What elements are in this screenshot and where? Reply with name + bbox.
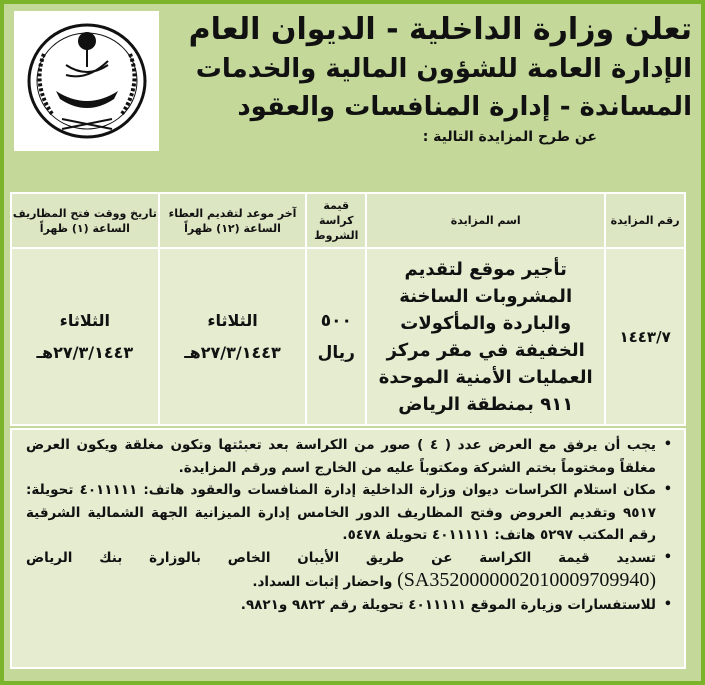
auction-name: تأجير موقع لتقديم المشروبات الساخنة والباردة والمأكولات الخفيفة في مقر مركز العمليات الأمنية الموحدة ٩١١ بمنطقة الرياض — [366, 248, 605, 425]
submission-deadline — [159, 248, 307, 425]
note-text: مكان استلام الكراسات ديوان وزارة الداخلية إدارة المنافسات والعقود هاتف: ٤٠١١١١١ تحويلة: ٩٥١٧ وتقديم العروض وفتح المظاريف الدور الخامس إدارة الميزانية الجهة الشمالية الشرقية رقم المكتب ٥٢٩٧ هاتف: ٤٠١١١١١ تحويلة ٥٤٧٨. — [26, 482, 656, 543]
table-row — [11, 248, 685, 425]
ministry-emblem-icon — [14, 11, 159, 151]
table-header-row — [11, 193, 685, 248]
bullet-icon: • — [663, 437, 672, 452]
note-text: يجب أن يرفق مع العرض عدد ( ٤ ) صور من الكراسة بعد تعبئتها وتكون مغلقة ويكون العرض مغلقاً ومختوماً بختم الشركة ومكتوباً عليه من الخارج اسم ورقم المزايدة. — [26, 437, 657, 476]
opening-date — [11, 248, 159, 425]
opening-day: الثلاثاء — [59, 310, 111, 330]
header-opening-date: تاريخ ووقت فتح المظاريف الساعة (١) ظهراً — [11, 193, 159, 248]
price-value: ٥٠٠ — [320, 310, 352, 331]
header-booklet-price: قيمة كراسة الشروط — [306, 193, 366, 248]
note-text: واحضار إثبات السداد. — [252, 574, 393, 590]
note-text: للاستفسارات وزيارة الموقع ٤٠١١١١١ تحويلة رقم ٩٨٢٢ و٩٨٢١. — [240, 596, 656, 613]
bullet-icon: • — [663, 596, 672, 612]
notes-section — [10, 428, 686, 669]
auction-table — [10, 192, 686, 426]
submission-date: ٢٧/٣/١٤٤٣هـ — [184, 342, 281, 362]
title-line-2: الإدارة العامة للشؤون المالية والخدمات — [195, 54, 692, 84]
price-currency: ريال — [317, 342, 355, 363]
submission-day: الثلاثاء — [207, 310, 258, 330]
note-item — [26, 434, 672, 479]
note-item — [26, 594, 672, 617]
bullet-icon: • — [663, 549, 672, 565]
header-auction-name: اسم المزايدة — [366, 193, 605, 248]
iban-number: (SA3520000002010009709940) — [397, 569, 656, 591]
note-item — [26, 479, 672, 547]
ad-header — [14, 8, 692, 196]
auction-number: ١٤٤٣/٧ — [605, 248, 685, 425]
intro-text: عن طرح المزايدة التالية : — [422, 129, 597, 145]
title-block — [152, 8, 692, 148]
header-submission-deadline: آخر موعد لتقديم العطاء الساعة (١٢) ظهراً — [159, 193, 307, 248]
title-line-1: تعلن وزارة الداخلية - الديوان العام — [188, 12, 692, 47]
note-item — [26, 547, 672, 594]
opening-date-value: ٢٧/٣/١٤٤٣هـ — [36, 342, 134, 362]
header-auction-number: رقم المزايدة — [605, 193, 685, 248]
note-text: تسديد قيمة الكراسة عن طريق الأيبان الخاص بالوزارة بنك الرياض — [26, 549, 656, 566]
title-line-3: المساندة - إدارة المنافسات والعقود — [237, 92, 692, 122]
bullet-icon: • — [663, 482, 672, 497]
booklet-price — [306, 248, 366, 425]
